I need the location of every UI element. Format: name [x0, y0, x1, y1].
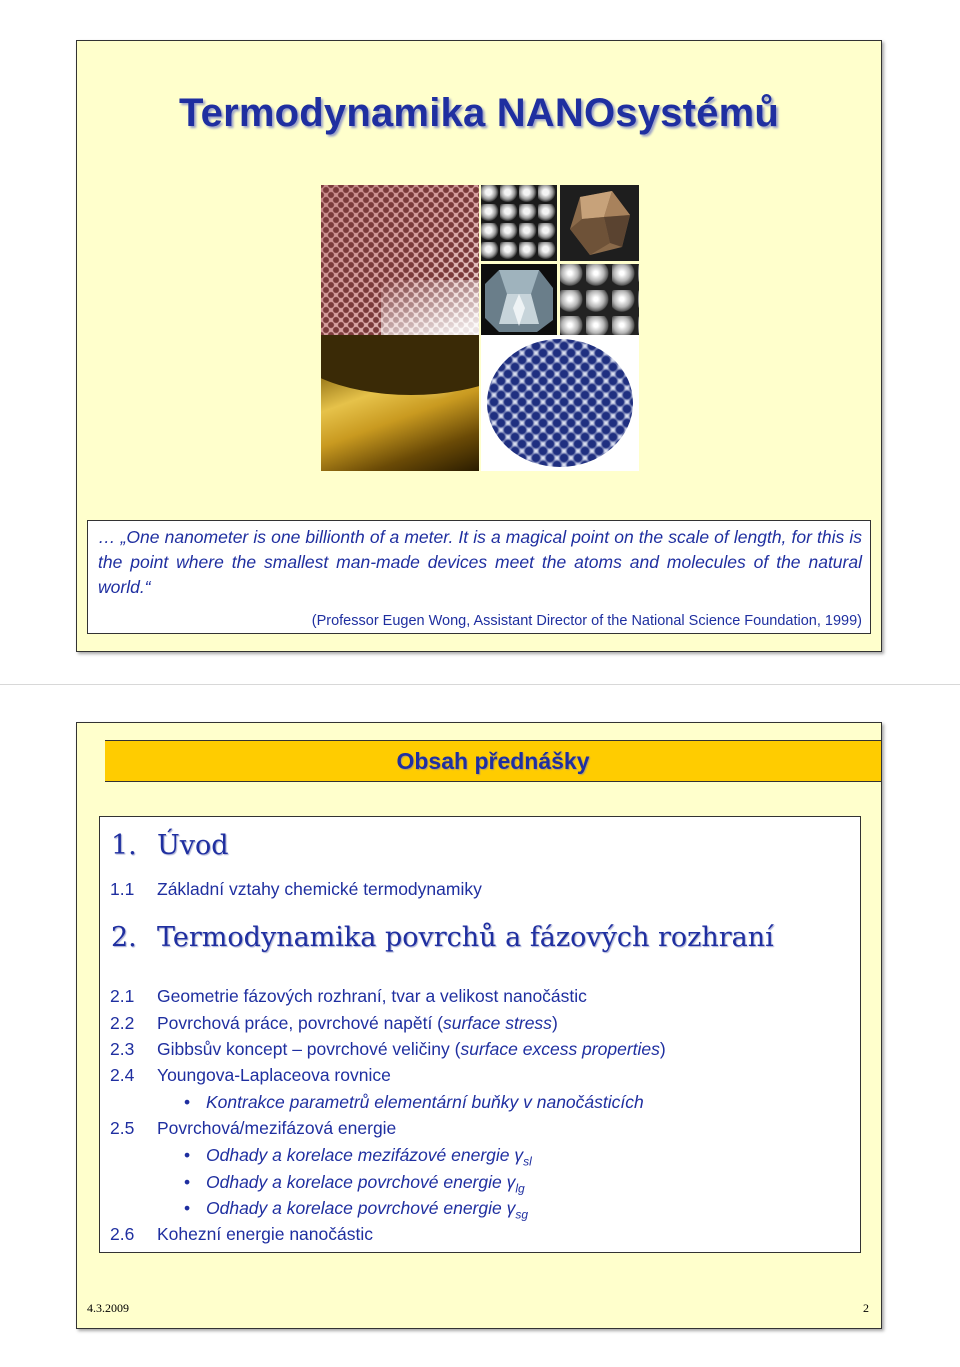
faceted-nanocrystal-image	[481, 264, 557, 335]
outline-item	[110, 1064, 391, 1086]
outline-subitem	[184, 1171, 525, 1200]
item-text-after: )	[551, 1013, 558, 1033]
subitem-subscript: lg	[515, 1181, 525, 1196]
nanoparticle-array-image	[321, 185, 479, 335]
subitem-text: Odhady a korelace mezifázové energie γ	[206, 1145, 524, 1165]
item-number: 2.4	[110, 1065, 135, 1085]
outline-item	[110, 878, 482, 900]
item-italic: surface excess properties	[460, 1039, 660, 1059]
slide-1-title: Termodynamika NANOsystémů	[179, 91, 779, 135]
subitem-subscript: sl	[523, 1154, 532, 1169]
section-title: Termodynamika povrchů a fázových rozhraní	[157, 922, 774, 953]
item-text: Youngova-Laplaceova rovnice	[157, 1065, 391, 1085]
item-text: Základní vztahy chemické termodynamiky	[157, 879, 482, 899]
nano-image-collage	[321, 185, 639, 471]
section-heading	[111, 922, 774, 953]
bullet-icon: •	[184, 1092, 191, 1112]
gold-surface-image	[321, 335, 479, 471]
slide-1	[76, 40, 882, 652]
slide-2-title: Obsah přednášky	[396, 748, 590, 774]
footer-date: 4.3.2009	[87, 1301, 129, 1315]
page-number: 2	[863, 1301, 869, 1315]
item-number: 2.6	[110, 1224, 135, 1244]
outline-box	[99, 816, 861, 1253]
outline-item	[110, 1223, 373, 1245]
nanosphere-cluster-image	[560, 264, 639, 335]
item-text: Povrchová/mezifázová energie	[157, 1118, 397, 1138]
section-number: 2.	[111, 922, 137, 953]
quote-source: (Professor Eugen Wong, Assistant Director of the National Science Foundation, 1999)	[311, 613, 862, 629]
item-number: 2.2	[110, 1013, 135, 1033]
bullet-icon: •	[184, 1172, 191, 1192]
subitem-text: Odhady a korelace povrchové energie γ	[206, 1198, 516, 1218]
section-title: Úvod	[157, 830, 229, 861]
item-text: Kohezní energie nanočástic	[157, 1224, 373, 1244]
item-italic: surface stress	[443, 1013, 552, 1033]
item-number: 1.1	[110, 879, 135, 899]
outline-subitem	[184, 1144, 532, 1173]
outline-item	[110, 985, 587, 1007]
polyhedral-nanocrystal-image	[560, 185, 639, 261]
quote-text: … „One nanometer is one billionth of a meter. It is a magical point on the scale of length, for this is the point where the smallest man-made devices meet the atoms and molecules of the natural world.“	[98, 527, 862, 597]
item-number: 2.3	[110, 1039, 135, 1059]
outline-subitem	[184, 1197, 528, 1226]
outline-subitem	[184, 1091, 644, 1113]
item-text: Geometrie fázových rozhraní, tvar a velikost nanočástic	[157, 986, 587, 1006]
item-number: 2.5	[110, 1118, 135, 1138]
slide-2	[76, 722, 882, 1329]
outline-item	[110, 1012, 558, 1034]
section-number: 1.	[111, 830, 137, 861]
item-text-after: )	[659, 1039, 666, 1059]
item-text: Povrchová práce, povrchové napětí (	[157, 1013, 443, 1033]
subitem-subscript: sg	[515, 1207, 529, 1222]
quote-box	[87, 520, 871, 634]
item-number: 2.1	[110, 986, 135, 1006]
bullet-icon: •	[184, 1145, 191, 1165]
outline-item	[110, 1038, 666, 1060]
page-divider	[0, 684, 960, 685]
hexagonal-lattice-image	[481, 335, 639, 471]
title-bar	[105, 740, 881, 782]
bullet-icon: •	[184, 1198, 191, 1218]
section-heading	[111, 830, 229, 861]
subitem-text: Kontrakce parametrů elementární buňky v nanočásticích	[206, 1092, 644, 1112]
subitem-text: Odhady a korelace povrchové energie γ	[206, 1172, 516, 1192]
nanosphere-grid-image	[481, 185, 557, 261]
item-text: Gibbsův koncept – povrchové veličiny (	[157, 1039, 461, 1059]
outline-item	[110, 1117, 396, 1139]
